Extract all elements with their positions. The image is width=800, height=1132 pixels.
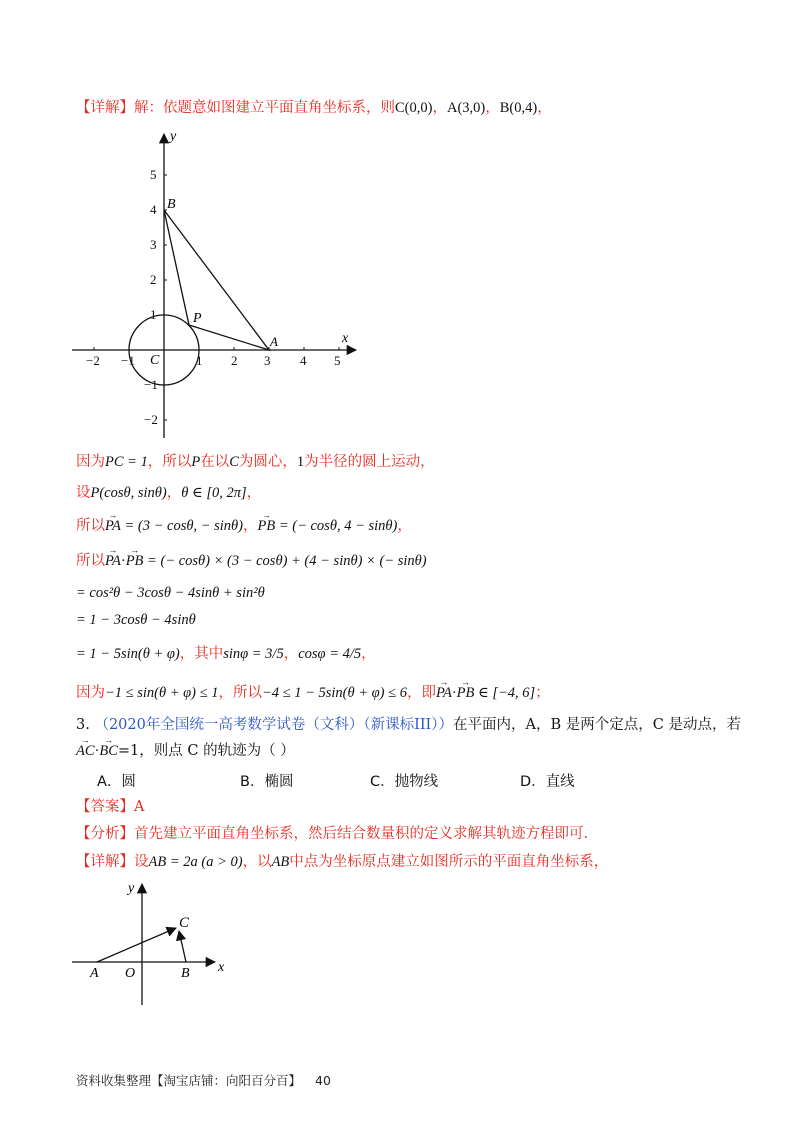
solution-line-3: 所以→ PA = (3 − cosθ, − sinθ)，→ PB = (− cosθ, 4 − sinθ)， bbox=[76, 515, 412, 537]
solution-line-7: = 1 − 5sin(θ + φ)，其中sinφ = 3/5，cosφ = 4/5， bbox=[76, 646, 376, 662]
footer-source: 资料收集整理【淘宝店铺：向阳百分百】 bbox=[76, 1073, 302, 1088]
analysis-text: 首先建立平面直角坐标系，然后结合数量积的定义求解其轨迹方程即可. bbox=[134, 826, 589, 842]
answer-value: A bbox=[134, 799, 145, 815]
x-tick-3: 3 bbox=[264, 353, 271, 368]
y-tick-3: 3 bbox=[150, 237, 157, 252]
x-tick-neg1: −1 bbox=[121, 353, 135, 368]
option-a: A．圆 bbox=[97, 774, 136, 790]
triangle-b-p-a bbox=[164, 210, 269, 350]
point-b: B(0,4) bbox=[499, 100, 538, 116]
question-3-stem bbox=[76, 714, 741, 736]
x-tick-1: 1 bbox=[196, 353, 203, 368]
label-a-2: A bbox=[90, 966, 99, 981]
analysis-tag: 【分析】 bbox=[76, 826, 134, 842]
question-3-condition: → AC·→ BC=1，则点 C 的轨迹为（ ） bbox=[76, 740, 295, 762]
question-text: 在平面内，A，B 是两个定点，C 是动点，若 bbox=[453, 717, 741, 733]
question-number: 3. bbox=[76, 717, 90, 733]
label-a: A bbox=[270, 334, 278, 349]
solution-line-2: 设P(cosθ, sinθ)，θ ∈ [0, 2π]， bbox=[76, 485, 262, 501]
y-axis-label: y bbox=[170, 129, 177, 144]
label-o: O bbox=[125, 966, 136, 981]
y-axis-label-2: y bbox=[128, 881, 135, 896]
page-footer bbox=[76, 1071, 331, 1089]
label-p: P bbox=[193, 311, 202, 326]
label-c: C bbox=[150, 353, 160, 368]
label-b-2: B bbox=[181, 966, 190, 981]
page-number: 40 bbox=[315, 1073, 331, 1088]
option-d: D．直线 bbox=[520, 774, 575, 790]
solution-line-1: 因为PC = 1，所以P在以C为圆心，1为半径的圆上运动， bbox=[76, 454, 435, 470]
y-tick-1: 1 bbox=[150, 307, 157, 322]
x-tick-4: 4 bbox=[300, 353, 307, 368]
point-a: A(3,0) bbox=[446, 100, 486, 116]
x-tick-2: 2 bbox=[231, 353, 238, 368]
detail-tag: 【详解】 bbox=[76, 100, 134, 116]
detail-2-line: 【详解】设AB = 2a (a > 0)，以AB中点为坐标原点建立如图所示的平面直角坐标系， bbox=[76, 854, 609, 870]
vector-bc bbox=[179, 931, 186, 962]
y-tick-neg1: −1 bbox=[144, 377, 158, 392]
solution-line-5: = cos²θ − 3cosθ − 4sinθ + sin²θ bbox=[76, 585, 265, 601]
analysis-line bbox=[76, 823, 588, 845]
solution-line-4: 所以→ PA·→ PB = (− cosθ) × (3 − cosθ) + (4 − sinθ) × (− sinθ) bbox=[76, 550, 427, 572]
y-tick-2: 2 bbox=[150, 272, 157, 287]
solution-line-6: = 1 − 3cosθ − 4sinθ bbox=[76, 612, 196, 628]
option-c: C．抛物线 bbox=[370, 774, 439, 790]
figure-2-vector-plot bbox=[60, 875, 250, 1015]
label-b: B bbox=[167, 197, 176, 212]
detail-line-1: 【详解】解：依题意如图建立平面直角坐标系，则C(0,0)，A(3,0)，B(0,4)， bbox=[76, 100, 552, 116]
y-tick-4: 4 bbox=[150, 202, 157, 217]
solution-line-8: 因为−1 ≤ sin(θ + φ) ≤ 1，所以−4 ≤ 1 − 5sin(θ + φ) ≤ 6，即→ PA·→ PB ∈ [−4, 6]； bbox=[76, 682, 550, 704]
x-tick-5: 5 bbox=[334, 353, 341, 368]
y-tick-neg2: −2 bbox=[144, 412, 158, 427]
point-c: C(0,0) bbox=[395, 100, 433, 116]
x-tick-neg2: −2 bbox=[86, 353, 100, 368]
x-axis-label: x bbox=[342, 331, 349, 346]
answer-tag: 【答案】 bbox=[76, 799, 134, 815]
x-axis-label-2: x bbox=[218, 960, 225, 975]
option-b: B．椭圆 bbox=[240, 774, 294, 790]
detail-intro: 解：依题意如图建立平面直角坐标系，则 bbox=[134, 100, 395, 116]
vector-ac bbox=[97, 928, 176, 962]
label-c-2: C bbox=[179, 915, 190, 931]
figure-1-coordinate-plot bbox=[60, 128, 370, 448]
answer-line bbox=[76, 796, 144, 818]
y-tick-5: 5 bbox=[150, 167, 157, 182]
question-source: （2020年全国统一高考数学试卷（文科）（新课标III）） bbox=[94, 717, 454, 733]
